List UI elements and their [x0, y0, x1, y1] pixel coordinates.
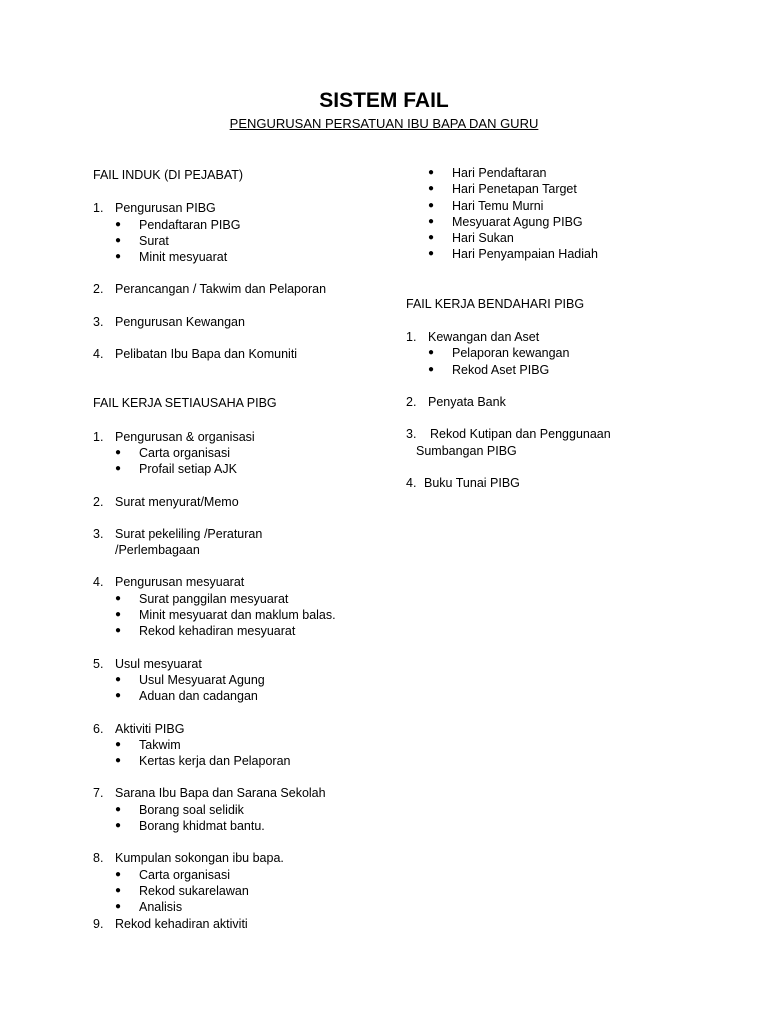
fail-setiausaha-heading: FAIL KERJA SETIAUSAHA PIBG [93, 396, 277, 411]
fail-induk-list [93, 200, 403, 216]
bullet-icon: ● [428, 232, 435, 244]
setiausaha-list [93, 574, 403, 590]
bullet-icon: ● [115, 625, 122, 637]
list-item [93, 429, 403, 445]
list-item [93, 281, 403, 297]
right-column [406, 165, 726, 491]
bullet-label: Rekod Aset PIBG [452, 362, 550, 377]
bullet-item [93, 818, 403, 834]
bullet-label: Rekod sukarelawan [139, 883, 249, 898]
item-number: 2. [406, 394, 417, 409]
bullet-icon: ● [115, 592, 122, 604]
bullet-item [93, 899, 403, 915]
bullet-item [93, 883, 403, 899]
bullet-icon: ● [115, 803, 122, 815]
setiausaha-list [93, 429, 403, 445]
bullet-item [428, 165, 726, 181]
item-label: Pengurusan PIBG [115, 201, 216, 216]
bullet-label: Rekod kehadiran mesyuarat [139, 624, 296, 639]
item-label: Pengurusan & organisasi [115, 429, 255, 444]
item-number: 3. [406, 427, 417, 442]
bendahari-list [406, 475, 726, 491]
item-number: 9. [93, 916, 104, 931]
bullet-label: Hari Sukan [452, 231, 514, 246]
item-label: Rekod kehadiran aktiviti [115, 916, 248, 931]
bullet-label: Hari Penyampaian Hadiah [452, 247, 598, 262]
list-item [93, 721, 403, 737]
bullet-item [93, 591, 403, 607]
item-label-cont: /Perlembagaan [115, 543, 200, 558]
sub-list [93, 591, 403, 640]
item-label: Pengurusan mesyuarat [115, 575, 245, 590]
item-label: Surat pekeliling /Peraturan [115, 526, 263, 541]
bullet-label: Takwim [139, 737, 181, 752]
item-label: Usul mesyuarat [115, 656, 202, 671]
item-label: Perancangan / Takwim dan Pelaporan [115, 282, 327, 297]
bullet-item [428, 214, 726, 230]
bullet-icon: ● [115, 609, 122, 621]
list-item [406, 329, 726, 345]
item-number: 5. [93, 656, 104, 671]
item-label: Sarana Ibu Bapa dan Sarana Sekolah [115, 786, 326, 801]
document-title: SISTEM FAIL [319, 89, 449, 112]
bullet-item [406, 345, 726, 361]
document-subtitle: PENGURUSAN PERSATUAN IBU BAPA DAN GURU [229, 116, 539, 131]
bullet-label: Surat [139, 233, 169, 248]
bullet-label: Usul Mesyuarat Agung [139, 672, 265, 687]
bullet-label: Minit mesyuarat [139, 250, 228, 265]
setiausaha-list [93, 494, 403, 510]
bullet-item [93, 867, 403, 883]
bullet-label: Hari Pendaftaran [452, 166, 547, 180]
item-number: 7. [93, 786, 104, 801]
bullet-item [93, 217, 403, 233]
bullet-label: Profail setiap AJK [139, 462, 237, 477]
list-item [93, 526, 403, 559]
list-item [93, 494, 403, 510]
bullet-icon: ● [115, 690, 122, 702]
setiausaha-list [93, 656, 403, 672]
bullet-label: Minit mesyuarat dan maklum balas. [139, 608, 336, 623]
bullet-icon: ● [115, 755, 122, 767]
sub-list [93, 672, 403, 705]
item-label: Aktiviti PIBG [115, 721, 185, 736]
fail-induk-list-cont [93, 281, 403, 297]
bullet-icon: ● [115, 673, 122, 685]
bullet-icon: ● [115, 738, 122, 750]
left-column [93, 167, 403, 932]
item-number: 2. [93, 282, 104, 297]
setiausaha-list [93, 850, 403, 866]
list-item [406, 426, 726, 459]
bullet-item [93, 461, 403, 477]
bullet-icon: ● [428, 199, 435, 211]
list-item [93, 785, 403, 801]
bullet-icon: ● [428, 167, 435, 178]
bullet-label: Hari Penetapan Target [452, 182, 577, 197]
sub-list [93, 867, 403, 916]
item-label-cont: Sumbangan PIBG [416, 443, 517, 458]
item-number: 6. [93, 721, 104, 736]
sub-list [93, 445, 403, 478]
item-label: Penyata Bank [428, 394, 506, 409]
bullet-icon: ● [428, 248, 435, 260]
setiausaha-list [93, 721, 403, 737]
bendahari-list [406, 329, 726, 345]
sub-list [93, 737, 403, 770]
list-item [406, 394, 726, 410]
bullet-label: Pendaftaran PIBG [139, 217, 241, 232]
bullet-label: Aduan dan cadangan [139, 689, 258, 704]
bullet-icon: ● [115, 901, 122, 913]
bullet-item [93, 737, 403, 753]
bullet-icon: ● [115, 820, 122, 832]
bullet-item [428, 181, 726, 197]
bullet-item [428, 198, 726, 214]
item-number: 1. [406, 330, 417, 345]
list-item [93, 200, 403, 216]
bullet-item [93, 607, 403, 623]
bullet-label: Borang khidmat bantu. [139, 819, 265, 834]
list-item [93, 916, 403, 932]
item-label: Surat menyurat/Memo [115, 494, 239, 509]
list-item [93, 346, 403, 362]
bullet-icon: ● [115, 446, 122, 458]
bullet-item [428, 246, 726, 262]
item-number: 4. [406, 475, 417, 490]
bullet-icon: ● [428, 183, 435, 195]
item-label: Buku Tunai PIBG [424, 475, 520, 490]
item-number: 1. [93, 429, 104, 444]
fail-induk-list-cont [93, 314, 403, 330]
item-number: 4. [93, 347, 104, 362]
list-item [93, 656, 403, 672]
bullet-icon: ● [115, 234, 122, 246]
bullet-icon: ● [115, 251, 122, 263]
sub-list [93, 217, 403, 266]
item-number: 1. [93, 201, 104, 216]
bullet-label: Surat panggilan mesyuarat [139, 591, 289, 606]
bullet-item [93, 249, 403, 265]
bullet-item [428, 230, 726, 246]
item-number: 2. [93, 494, 104, 509]
list-item [406, 475, 726, 491]
fail-induk-list-cont [93, 346, 403, 362]
item-label: Kewangan dan Aset [428, 330, 540, 345]
bullet-icon: ● [428, 363, 435, 375]
setiausaha-list [93, 785, 403, 801]
bullet-label: Hari Temu Murni [452, 198, 544, 213]
sub-list [406, 345, 726, 378]
setiausaha-list [93, 526, 403, 559]
list-item [93, 314, 403, 330]
sub-list [93, 802, 403, 835]
item-number: 4. [93, 575, 104, 590]
aktiviti-bullet-list [428, 165, 726, 263]
bullet-icon: ● [115, 218, 122, 230]
fail-bendahari-heading: FAIL KERJA BENDAHARI PIBG [406, 296, 585, 311]
bullet-item [93, 623, 403, 639]
item-number: 3. [93, 314, 104, 329]
bullet-item [93, 802, 403, 818]
bullet-item [93, 753, 403, 769]
bendahari-list [406, 426, 726, 459]
bullet-icon: ● [115, 868, 122, 880]
item-number: 8. [93, 851, 104, 866]
bullet-icon: ● [115, 884, 122, 896]
bullet-icon: ● [428, 215, 435, 227]
item-label: Pengurusan Kewangan [115, 314, 245, 329]
bullet-icon: ● [428, 347, 435, 359]
list-item [93, 850, 403, 866]
bullet-label: Analisis [139, 900, 183, 915]
item-label: Kumpulan sokongan ibu bapa. [115, 851, 284, 866]
bendahari-list [406, 394, 726, 410]
item-label: Pelibatan Ibu Bapa dan Komuniti [115, 347, 298, 362]
bullet-label: Kertas kerja dan Pelaporan [139, 754, 291, 769]
bullet-item [93, 233, 403, 249]
bullet-label: Pelaporan kewangan [452, 346, 570, 361]
setiausaha-list [93, 916, 403, 932]
bullet-icon: ● [115, 463, 122, 475]
bullet-label: Carta organisasi [139, 445, 231, 460]
bullet-item [93, 688, 403, 704]
item-number: 3. [93, 526, 104, 541]
bullet-item [93, 672, 403, 688]
bullet-label: Mesyuarat Agung PIBG [452, 214, 583, 229]
bullet-label: Borang soal selidik [139, 802, 244, 817]
bullet-item [93, 445, 403, 461]
item-label: Rekod Kutipan dan Penggunaan [430, 427, 611, 442]
bullet-label: Carta organisasi [139, 867, 231, 882]
fail-induk-heading: FAIL INDUK (DI PEJABAT) [93, 168, 244, 182]
list-item [93, 574, 403, 590]
bullet-item [406, 362, 726, 378]
